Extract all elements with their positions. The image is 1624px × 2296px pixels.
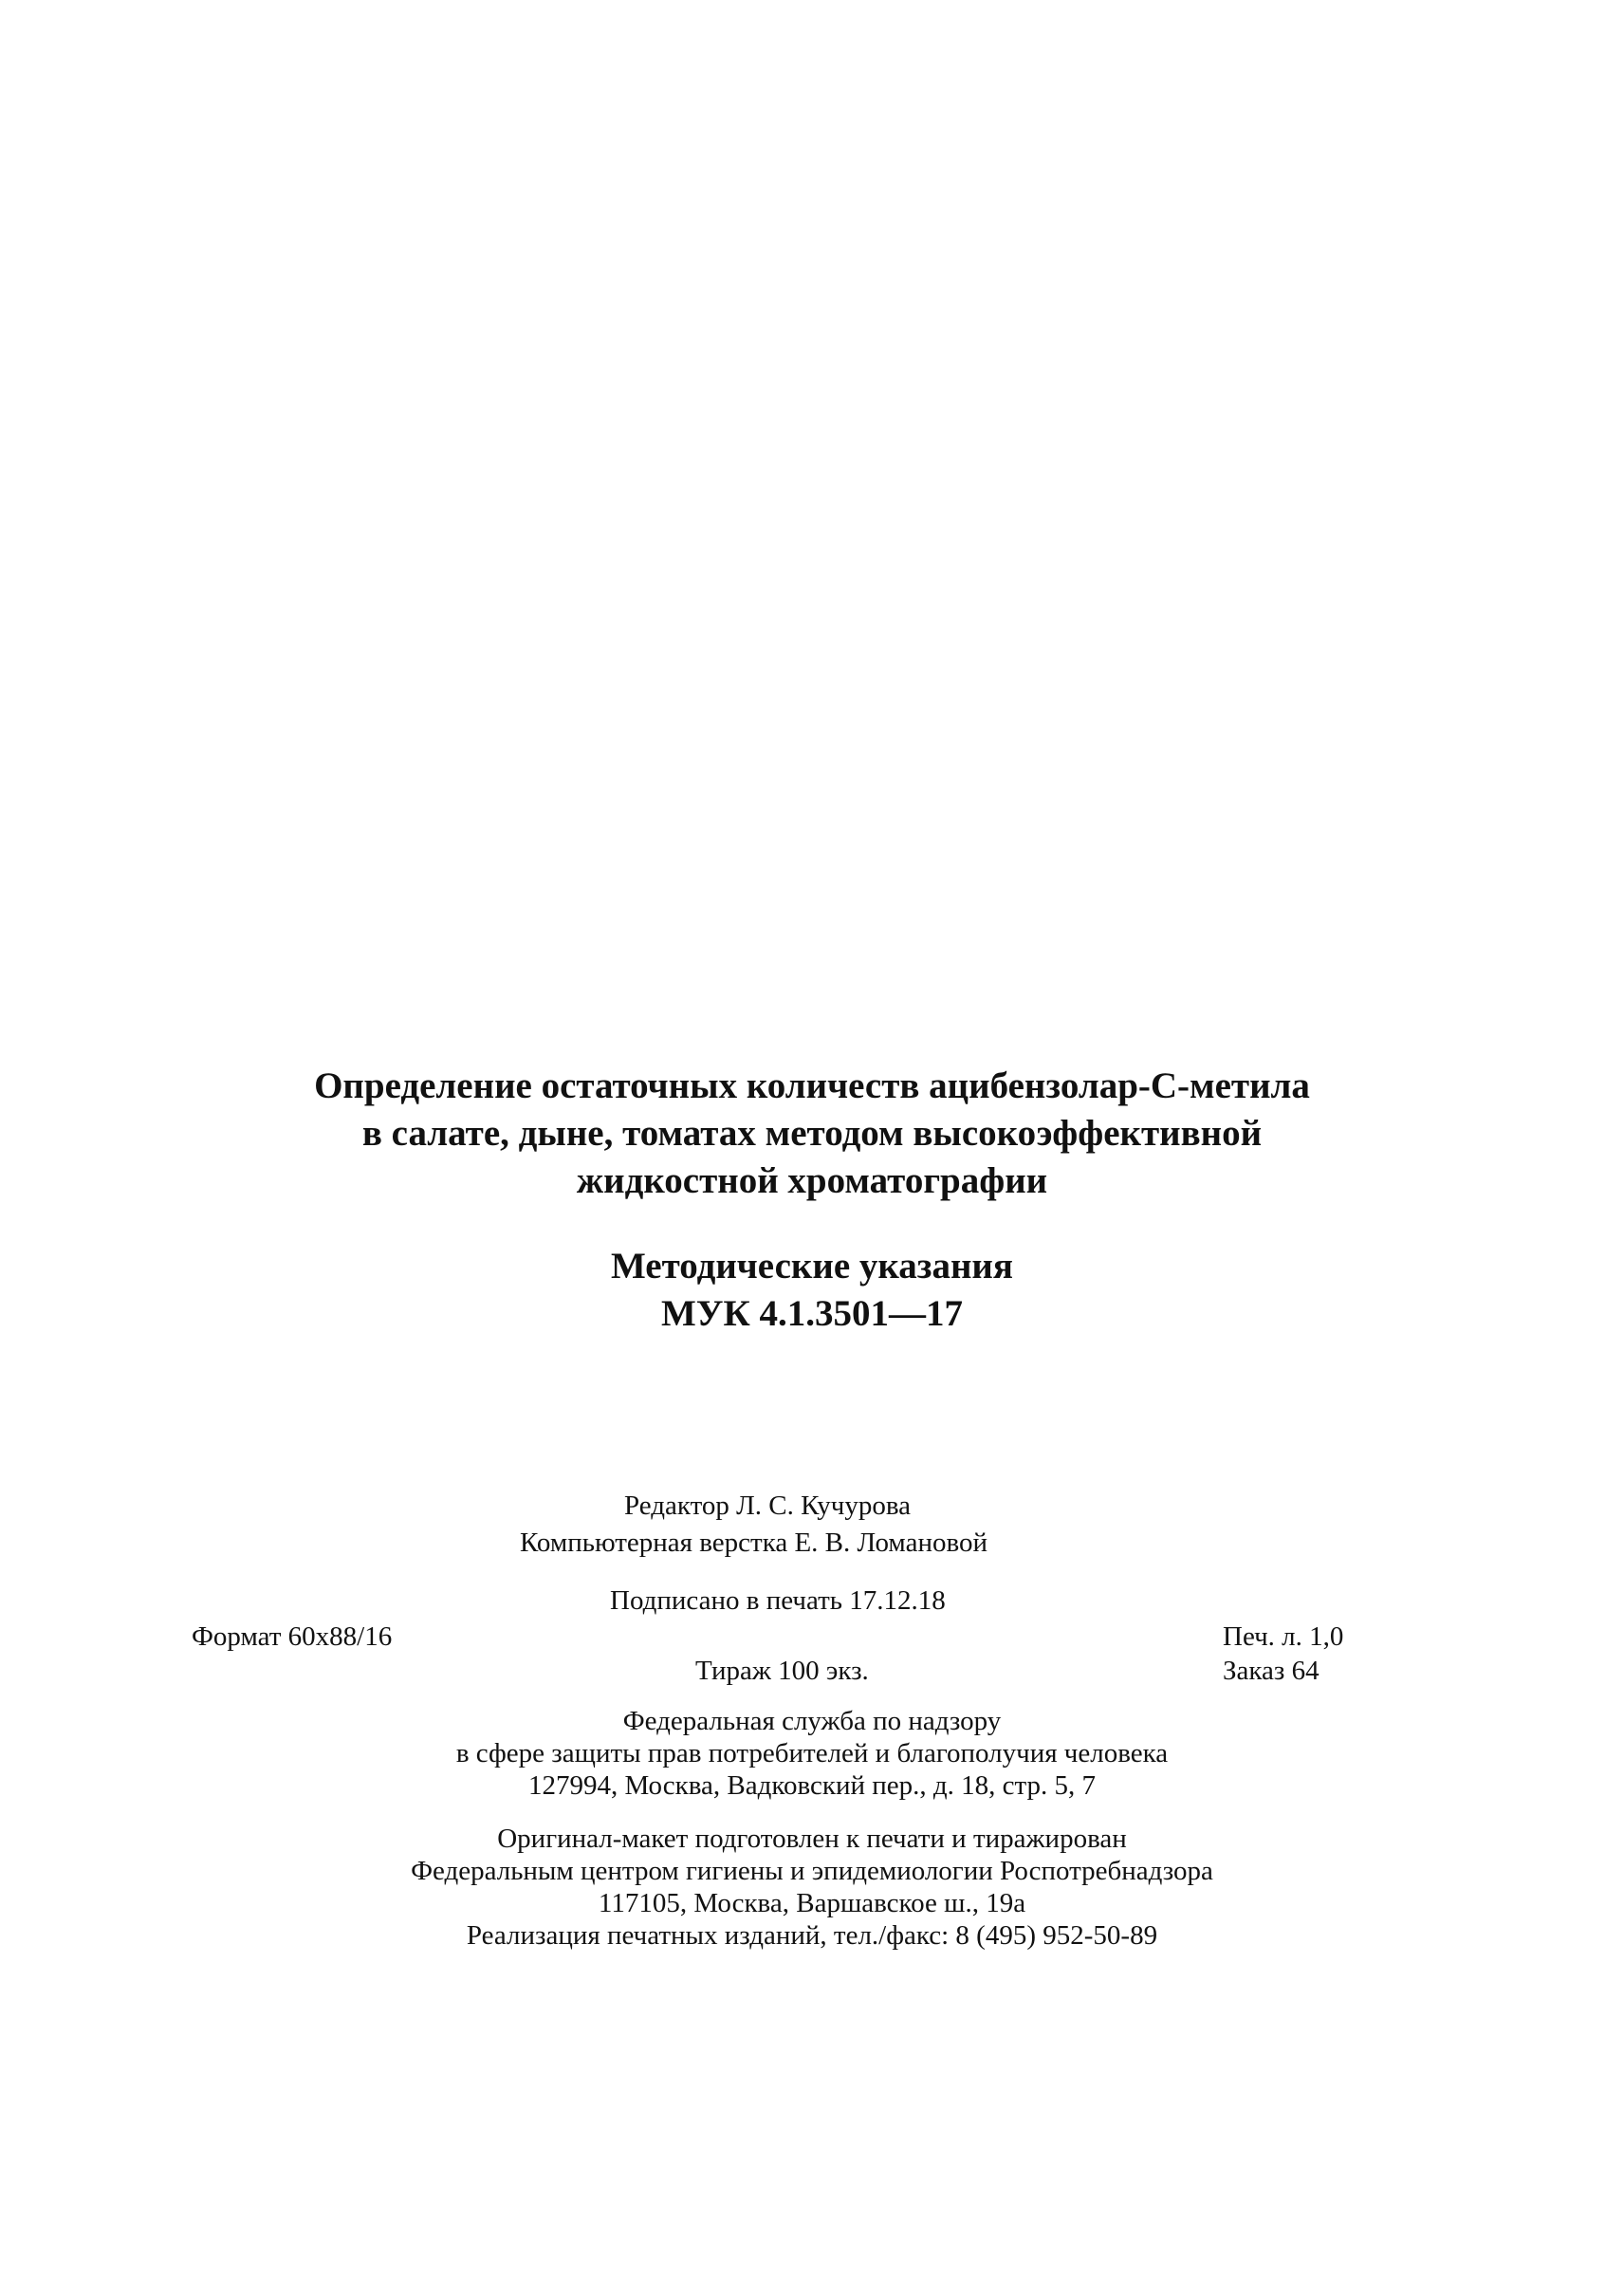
publisher-line-1: Федеральная служба по надзору xyxy=(622,1706,1002,1736)
format-line: Формат 60х88/16 xyxy=(192,1621,393,1652)
editor-line: Редактор Л. С. Кучурова xyxy=(624,1491,912,1521)
sales-contact-line: Реализация печатных изданий, тел./факс: 8 (495) 952-50-89 xyxy=(466,1920,1158,1951)
publisher-line-2: в сфере защиты прав потребителей и благополучия человека xyxy=(455,1738,1169,1768)
layout-line: Компьютерная верстка Е. В. Ломановой xyxy=(520,1528,987,1558)
order-line: Заказ 64 xyxy=(1223,1656,1320,1686)
document-code: МУК 4.1.3501—17 xyxy=(661,1293,963,1334)
print-sheets-line: Печ. л. 1,0 xyxy=(1223,1621,1344,1652)
document-title xyxy=(0,1063,1624,1205)
publisher-address: 127994, Москва, Вадковский пер., д. 18, стр. 5, 7 xyxy=(527,1770,1097,1801)
printer-address: 117105, Москва, Варшавское ш., 19а xyxy=(598,1888,1026,1918)
title-line-3: жидкостной хроматографии xyxy=(576,1160,1048,1201)
printer-line-1: Оригинал-макет подготовлен к печати и тиражирован xyxy=(497,1824,1127,1854)
circulation-line: Тираж 100 экз. xyxy=(695,1656,869,1686)
document-subtitle xyxy=(0,1243,1624,1338)
document-type: Методические указания xyxy=(610,1246,1013,1287)
title-line-1: Определение остаточных количеств ацибензолар-С-метила xyxy=(314,1065,1310,1106)
signed-line: Подписано в печать 17.12.18 xyxy=(610,1585,946,1616)
printer-line-2: Федеральным центром гигиены и эпидемиологии Роспотребнадзора xyxy=(411,1856,1213,1886)
title-line-2: в салате, дыне, томатах методом высокоэффективной xyxy=(361,1113,1263,1154)
